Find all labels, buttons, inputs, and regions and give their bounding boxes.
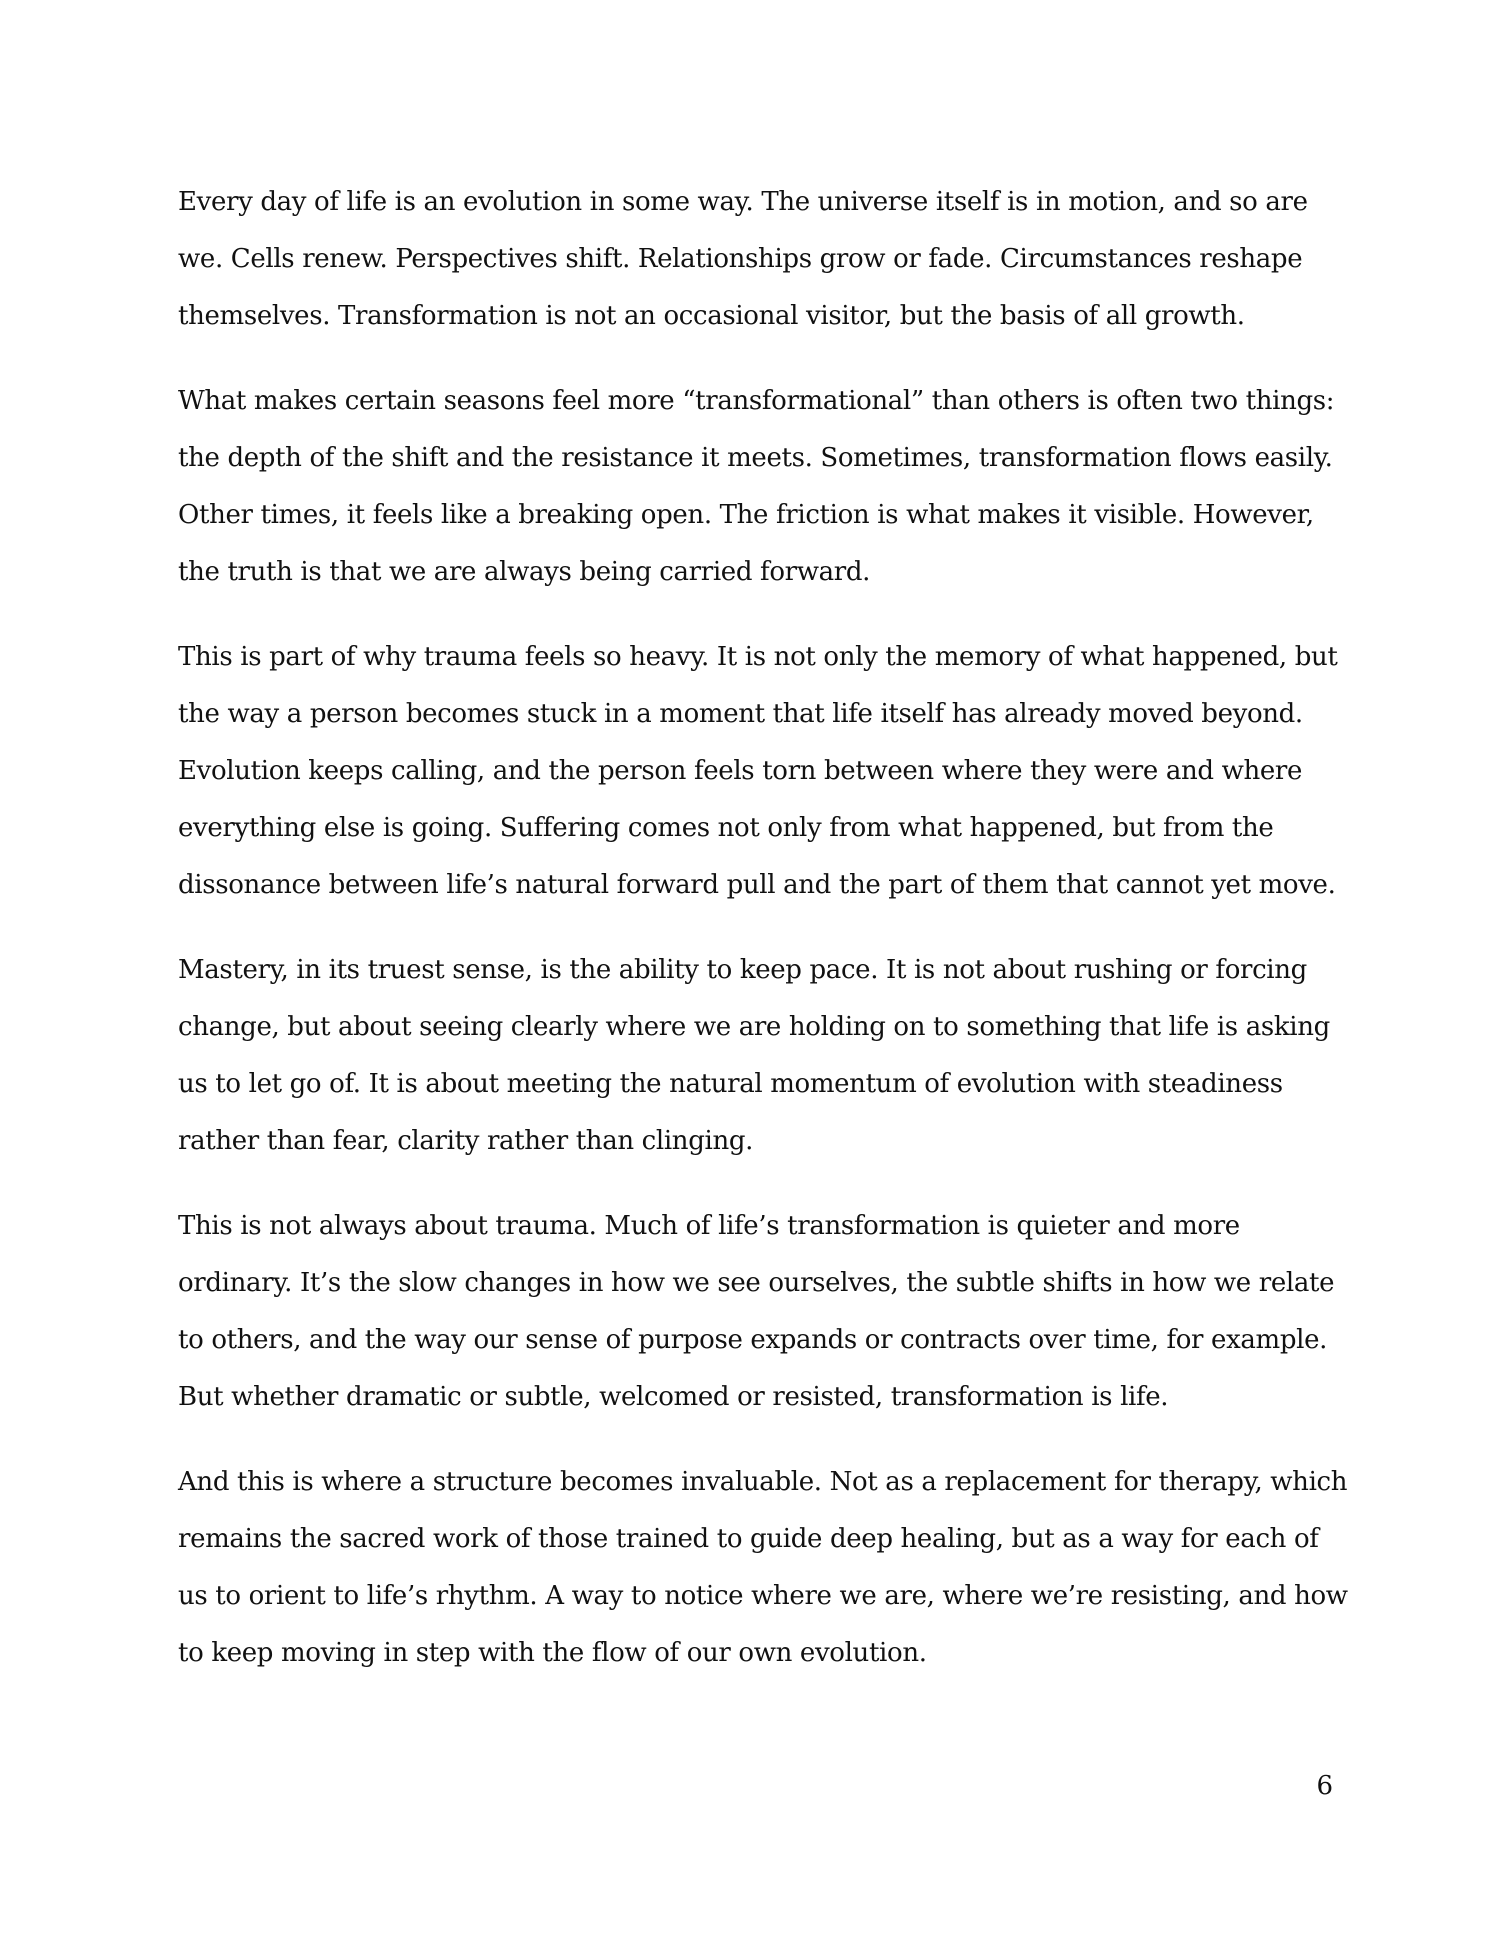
text-line: dissonance between life’s natural forward pull and the part of them that cannot yet move.: [178, 870, 1336, 900]
text-line: rather than fear, clarity rather than clinging.: [178, 1126, 754, 1156]
text-line: we. Cells renew. Perspectives shift. Relationships grow or fade. Circumstances reshape: [178, 244, 1303, 274]
text-line: the truth is that we are always being carried forward.: [178, 557, 871, 587]
text-line: Mastery, in its truest sense, is the ability to keep pace. It is not about rushing or forcing: [178, 955, 1307, 985]
text-line: to others, and the way our sense of purpose expands or contracts over time, for example.: [178, 1325, 1328, 1355]
text-line: to keep moving in step with the flow of our own evolution.: [178, 1638, 927, 1668]
text-line: themselves. Transformation is not an occasional visitor, but the basis of all growth.: [178, 301, 1245, 331]
text-line: Every day of life is an evolution in some way. The universe itself is in motion, and so are: [178, 187, 1308, 217]
paragraph-4: [178, 942, 1343, 1170]
text-line: the depth of the shift and the resistance it meets. Sometimes, transformation flows easily.: [178, 443, 1333, 473]
text-line: change, but about seeing clearly where we are holding on to something that life is asking: [178, 1012, 1330, 1042]
text-line: us to orient to life’s rhythm. A way to notice where we are, where we’re resisting, and how: [178, 1581, 1348, 1611]
paragraph-2: [178, 373, 1343, 601]
paragraph-1: [178, 174, 1343, 345]
text-line: Evolution keeps calling, and the person feels torn between where they were and where: [178, 756, 1303, 786]
text-line: everything else is going. Suffering comes not only from what happened, but from the: [178, 813, 1274, 843]
text-line: Other times, it feels like a breaking open. The friction is what makes it visible. However,: [178, 500, 1314, 530]
text-line: the way a person becomes stuck in a moment that life itself has already moved beyond.: [178, 699, 1303, 729]
text-line: What makes certain seasons feel more “transformational” than others is often two things:: [178, 386, 1335, 416]
text-line: This is part of why trauma feels so heavy. It is not only the memory of what happened, but: [178, 642, 1338, 672]
paragraph-6: [178, 1454, 1348, 1682]
text-line: remains the sacred work of those trained to guide deep healing, but as a way for each of: [178, 1524, 1319, 1554]
body-text: [178, 174, 1348, 1710]
paragraph-3: [178, 629, 1343, 914]
paragraph-5: [178, 1198, 1343, 1426]
text-line: This is not always about trauma. Much of life’s transformation is quieter and more: [178, 1211, 1240, 1241]
text-line: ordinary. It’s the slow changes in how we see ourselves, the subtle shifts in how we relate: [178, 1268, 1335, 1298]
text-line: And this is where a structure becomes invaluable. Not as a replacement for therapy, which: [178, 1467, 1348, 1497]
page-number: 6: [1316, 1771, 1333, 1801]
text-line: But whether dramatic or subtle, welcomed or resisted, transformation is life.: [178, 1382, 1169, 1412]
text-line: us to let go of. It is about meeting the natural momentum of evolution with steadiness: [178, 1069, 1283, 1099]
